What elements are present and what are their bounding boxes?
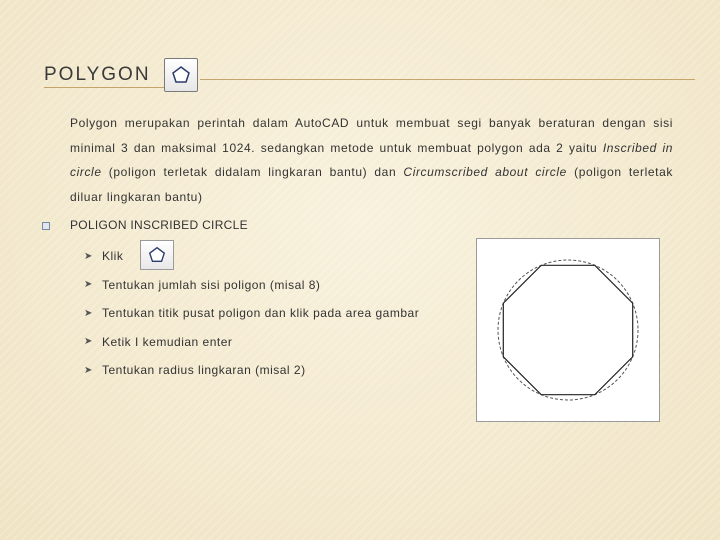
title-underline [44,87,164,88]
step-text: Tentukan titik pusat poligon dan klik pada area gambar [102,306,420,321]
inscribed-term: Inscribed in circle [70,140,673,179]
square-bullet-icon [42,222,50,230]
octagon-shape [503,265,632,394]
construction-circle [498,260,638,400]
polygon-tool-icon [164,58,198,92]
intro-text-1: Polygon merupakan perintah dalam AutoCAD untuk membuat segi banyak beraturan dengan sisi minimal 3 dan maksimal 1024. sedangkan metode untuk membuat polygon ada 2 yaitu [70,116,673,155]
step-text: Tentukan jumlah sisi poligon (misal 8) [102,277,321,292]
octagon-diagram [477,239,659,421]
intro-text-3: (poligon terletak diluar lingkaran bantu) [70,165,673,204]
title-rule [200,79,695,80]
octagon-figure [476,238,660,422]
slide-title: POLYGON [44,64,151,85]
circumscribed-term: Circumscribed about circle [403,165,567,179]
intro-paragraph [70,111,673,209]
step-text: Ketik I kemudian enter [102,334,233,349]
list-item [84,299,464,328]
arrow-bullet-icon: ➤ [84,364,93,376]
polygon-button-icon [140,240,174,270]
arrow-bullet-icon: ➤ [84,336,93,348]
list-item [84,328,464,357]
list-item [84,271,464,300]
arrow-bullet-icon: ➤ [84,279,93,291]
arrow-bullet-icon: ➤ [84,250,93,262]
arrow-bullet-icon: ➤ [84,307,93,319]
intro-text-2: (poligon terletak didalam lingkaran bantu) dan [101,165,404,179]
step-text: Tentukan radius lingkaran (misal 2) [102,363,306,378]
section-title: POLIGON INSCRIBED CIRCLE [70,218,248,232]
list-item [84,356,464,385]
step-text: Klik [102,249,124,264]
